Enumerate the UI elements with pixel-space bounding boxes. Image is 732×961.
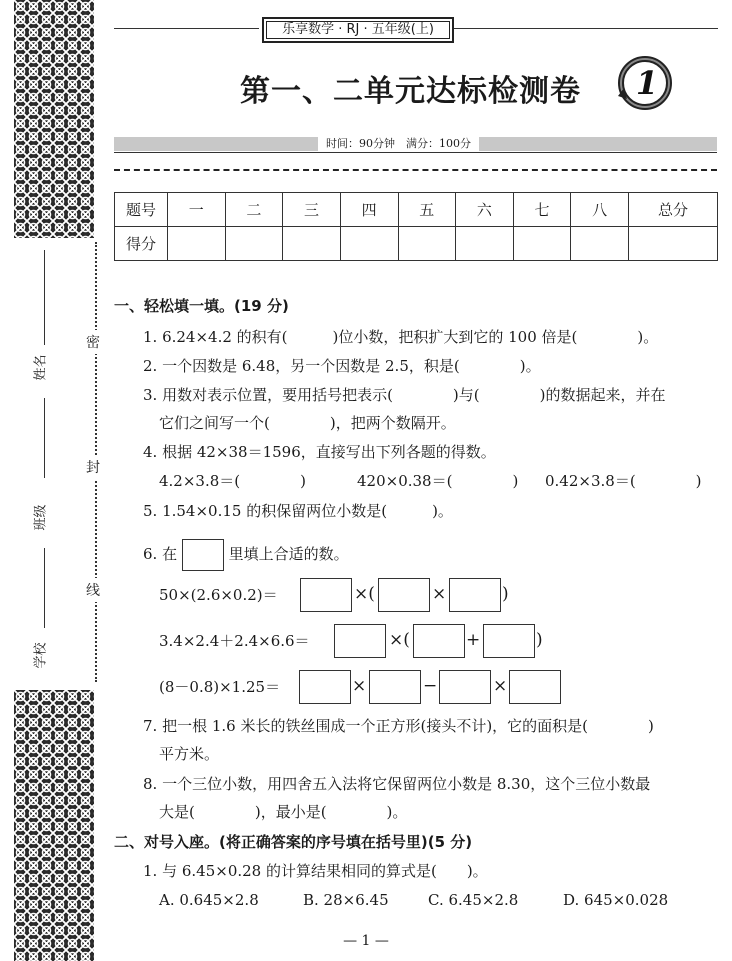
score-header-cell: 题号 [115, 193, 168, 227]
operator: ×( [389, 630, 410, 650]
name-label: 姓名 [33, 354, 49, 381]
answer-box[interactable] [509, 670, 561, 704]
question-1-2: 2. 一个因数是 6.48，另一个因数是 2.5，积是( )。 [143, 357, 541, 375]
question-1-3a: 3. 用数对表示位置，要用括号把表示( )与( )的数据起来，并在 [143, 386, 666, 404]
answer-box[interactable] [413, 624, 465, 658]
seal-char-mi: 密 [86, 330, 100, 354]
name-underline [44, 250, 45, 345]
page-title: 第一、二单元达标检测卷 [240, 74, 581, 109]
question-1-6-prefix: 6. 在 [143, 545, 178, 563]
score-input-cell[interactable] [225, 227, 283, 261]
option-c: C. 6.45×2.8 [428, 891, 519, 909]
header-rule-left [114, 28, 259, 29]
question-1-3b: 它们之间写一个( )，把两个数隔开。 [159, 414, 456, 432]
operator: × [432, 584, 447, 604]
score-header-cell: 四 [340, 193, 398, 227]
decorative-lattice-top [14, 0, 94, 238]
badge-number: 1 [635, 64, 659, 102]
class-underline [44, 398, 45, 478]
question-1-8a: 8. 一个三位小数，用四舍五入法将它保留两位小数是 8.30，这个三位小数最 [143, 775, 651, 793]
score-header-cell: 三 [283, 193, 341, 227]
question-1-1: 1. 6.24×4.2 的积有( )位小数，把积扩大到它的 100 倍是( )。 [143, 328, 659, 346]
score-input-cell[interactable] [629, 227, 718, 261]
option-a: A. 0.645×2.8 [159, 891, 259, 909]
question-1-8b: 大是( )，最小是( )。 [159, 803, 408, 821]
score-table [114, 192, 718, 261]
score-header-cell: 六 [456, 193, 514, 227]
section2-heading: 二、对号入座。(将正确答案的序号填在括号里)(5 分) [114, 833, 473, 851]
question-1-6 [143, 539, 349, 571]
question-1-5: 5. 1.54×0.15 的积保留两位小数是( )。 [143, 502, 453, 520]
decorative-lattice-bottom [14, 690, 94, 961]
score-input-cell[interactable] [398, 227, 456, 261]
operator: + [466, 630, 481, 650]
score-header-cell: 二 [225, 193, 283, 227]
score-input-cell[interactable] [513, 227, 571, 261]
question-1-4b: 420×0.38＝( ) [357, 472, 519, 490]
unit-number-badge [614, 52, 676, 114]
question-1-4: 4. 根据 42×38＝1596，直接写出下列各题的得数。 [143, 443, 496, 461]
operator: ) [536, 630, 543, 650]
operator: − [423, 676, 438, 696]
seal-char-xian: 线 [86, 578, 100, 602]
series-label: 乐享数学 · RJ · 五年级(上) [262, 17, 454, 43]
equation-6b-lhs: 3.4×2.4＋2.4×6.6＝ [159, 632, 310, 650]
score-table-header-row [115, 193, 718, 227]
score-input-cell[interactable] [283, 227, 341, 261]
time-info: 时间：90分钟 满分：100分 [318, 137, 479, 151]
answer-box[interactable] [300, 578, 352, 612]
score-header-cell: 总分 [629, 193, 718, 227]
example-box [182, 539, 224, 571]
answer-box[interactable] [378, 578, 430, 612]
option-b: B. 28×6.45 [303, 891, 389, 909]
question-1-6-suffix: 里填上合适的数。 [228, 545, 349, 563]
answer-box[interactable] [369, 670, 421, 704]
score-header-cell: 五 [398, 193, 456, 227]
dashed-divider [114, 166, 717, 174]
question-1-7a: 7. 把一根 1.6 米长的铁丝围成一个正方形(接头不计)，它的面积是( ) [143, 717, 654, 735]
score-table-score-row [115, 227, 718, 261]
answer-box[interactable] [449, 578, 501, 612]
equation-6c-lhs: (8－0.8)×1.25＝ [159, 678, 281, 696]
page-number: — 1 — [343, 933, 389, 949]
section1-heading: 一、轻松填一填。(19 分) [114, 297, 289, 315]
score-header-cell: 一 [168, 193, 226, 227]
header-rule-right [454, 28, 718, 29]
answer-box[interactable] [439, 670, 491, 704]
score-input-cell[interactable] [456, 227, 514, 261]
operator: ) [502, 584, 509, 604]
question-1-4a: 4.2×3.8＝( ) [159, 472, 306, 490]
question-1-7b: 平方米。 [159, 745, 220, 763]
seal-char-feng: 封 [86, 455, 100, 479]
class-label: 班级 [33, 504, 49, 531]
score-input-cell[interactable] [571, 227, 629, 261]
equation-6a-lhs: 50×(2.6×0.2)＝ [159, 586, 278, 604]
answer-box[interactable] [483, 624, 535, 658]
score-header-cell: 七 [513, 193, 571, 227]
question-2-1: 1. 与 6.45×0.28 的计算结果相同的算式是( )。 [143, 862, 488, 880]
option-d: D. 645×0.028 [563, 891, 669, 909]
time-bar-rule [114, 152, 717, 153]
score-header-cell: 八 [571, 193, 629, 227]
score-row-label: 得分 [115, 227, 168, 261]
score-input-cell[interactable] [340, 227, 398, 261]
question-1-4c: 0.42×3.8＝( ) [545, 472, 702, 490]
answer-box[interactable] [334, 624, 386, 658]
school-label: 学校 [33, 642, 49, 669]
operator: × [352, 676, 367, 696]
operator: × [493, 676, 508, 696]
score-input-cell[interactable] [168, 227, 226, 261]
school-underline [44, 548, 45, 628]
operator: ×( [354, 584, 375, 604]
answer-box[interactable] [299, 670, 351, 704]
